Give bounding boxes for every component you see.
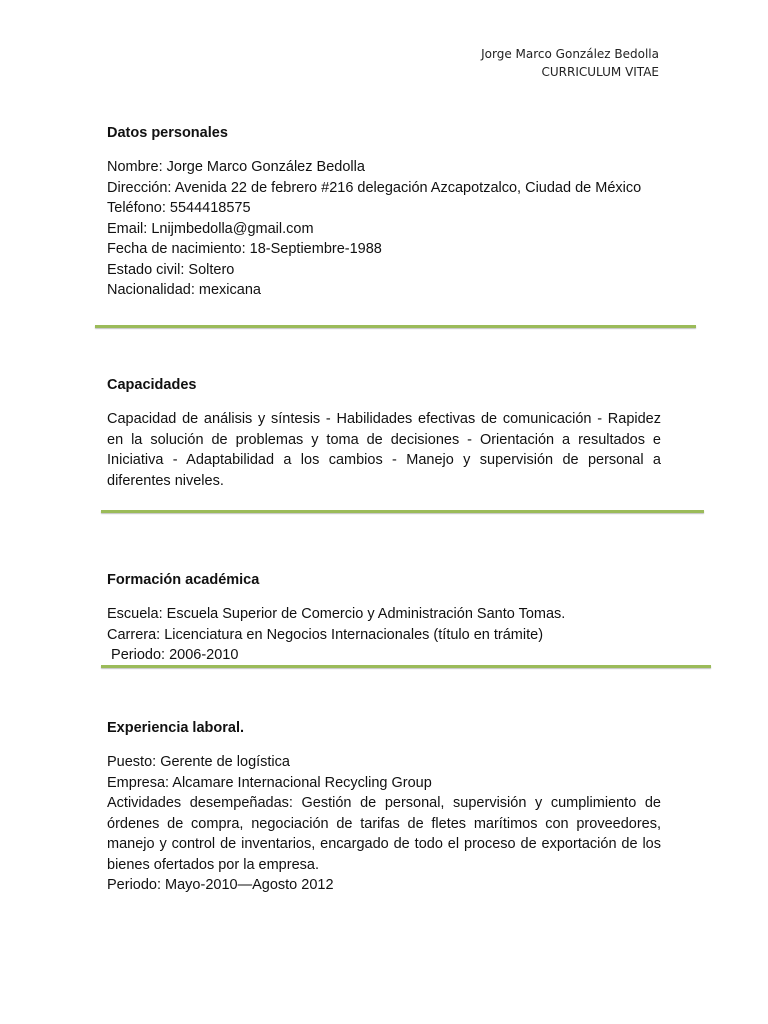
formacion-carrera: Carrera: Licenciatura en Negocios Internacionales (título en trámite) [107, 626, 544, 643]
section-capacidades [107, 375, 661, 491]
divider-rule [101, 510, 704, 513]
experiencia-periodo: Periodo: Mayo-2010—Agosto 2012 [107, 877, 334, 893]
divider-rule [101, 665, 711, 668]
section-personal [107, 123, 661, 301]
divider-rule [95, 325, 696, 328]
section-title-formacion: Formación académica [107, 572, 260, 588]
personal-nombre: Nombre: Jorge Marco González Bedolla [107, 159, 365, 175]
page-header [481, 45, 659, 81]
personal-estado-civil: Estado civil: Soltero [107, 261, 235, 278]
header-name: Jorge Marco González Bedolla [481, 47, 659, 61]
personal-details [107, 157, 661, 301]
formacion-details [107, 604, 661, 666]
section-title-capacidades: Capacidades [107, 377, 197, 393]
formacion-periodo: Periodo: 2006-2010 [107, 647, 239, 663]
experiencia-empresa: Empresa: Alcamare Internacional Recycling Group [107, 774, 432, 791]
experiencia-details [107, 752, 661, 896]
personal-nacimiento: Fecha de nacimiento: 18-Septiembre-1988 [107, 241, 382, 257]
personal-nacionalidad: Nacionalidad: mexicana [107, 282, 261, 298]
header-doc-title: CURRICULUM VITAE [541, 65, 659, 79]
section-title-personal: Datos personales [107, 125, 228, 141]
section-formacion [107, 570, 661, 666]
personal-telefono: Teléfono: 5544418575 [107, 200, 251, 216]
section-experiencia [107, 718, 661, 896]
capacidades-text: Capacidad de análisis y síntesis - Habilidades efectivas de comunicación - Rapidez en la solución de problemas y toma de decisiones - Orientación a resultados e Iniciativa - Adaptabilidad a los cambios - Manejo y supervisión de personal a diferentes niveles. [107, 411, 661, 489]
experiencia-puesto: Puesto: Gerente de logística [107, 754, 290, 770]
experiencia-actividades: Actividades desempeñadas: Gestión de personal, supervisión y cumplimiento de órdenes de compra, negociación de tarifas de fletes marítimos con proveedores, manejo y control de inventarios, encargado de todo el proceso de exportación de los bienes ofertados por la empresa. [107, 795, 661, 873]
formacion-escuela: Escuela: Escuela Superior de Comercio y Administración Santo Tomas. [107, 606, 566, 622]
section-title-experiencia: Experiencia laboral. [107, 720, 245, 736]
personal-email: Email: Lnijmbedolla@gmail.com [107, 220, 314, 237]
personal-direccion: Dirección: Avenida 22 de febrero #216 delegación Azcapotzalco, Ciudad de México [107, 179, 642, 196]
